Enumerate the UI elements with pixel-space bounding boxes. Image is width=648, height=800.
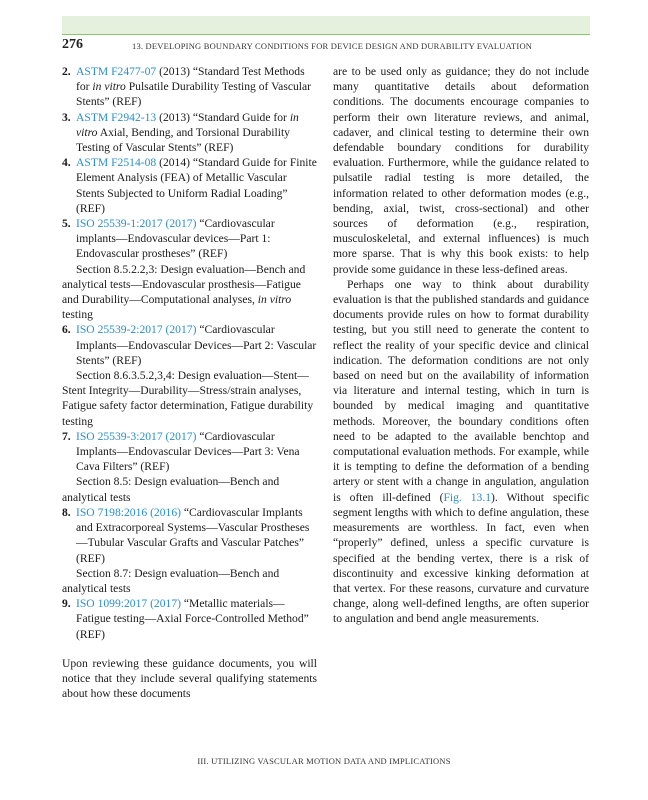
reference-text: “Cardiovascular implants—Endovascular devices—Part 1: Endovascular prostheses” (REF) [76, 217, 275, 261]
reference-link[interactable]: ISO 1099:2017 (2017) [76, 597, 181, 611]
body-text: Perhaps one way to think about durability evaluation is that the published standards and guidance documents provide rules on how to format durability testing, but you still need to generate the content to reflect the reality of your specific device and clinical indication. The deformation conditions are not only based on need but on the availability of information via literature and internal testing, which in turn is bounded by medical imaging and quantitative methods. Moreover, the boundary conditions often need to be adapted to the available benchtop and computational evaluation methods. For example, while it is tempting to define the deformation of a bending artery or stent with a change in angulation, angulation is often ill-defined ( [333, 277, 589, 504]
reference-link[interactable]: ISO 25539-3:2017 (2017) [76, 429, 197, 443]
right-column [333, 64, 589, 627]
reference-italic: in vitro [92, 80, 126, 94]
reference-link[interactable]: ISO 25539-2:2017 (2017) [76, 323, 197, 337]
reference-number: 9. [62, 597, 71, 611]
running-title: 13. DEVELOPING BOUNDARY CONDITIONS FOR DEVICE DESIGN AND DURABILITY EVALUATION [132, 41, 533, 51]
left-column [62, 64, 317, 701]
reference-item [62, 110, 317, 156]
header-band [62, 16, 590, 35]
spacer [62, 642, 317, 656]
section-note: Section 8.7: Design evaluation—Bench and analytical tests [62, 566, 280, 595]
reference-item [62, 429, 317, 475]
section-note: Section 8.5: Design evaluation—Bench and analytical tests [62, 475, 280, 504]
reference-item [62, 322, 317, 368]
reference-item [62, 596, 317, 642]
section-italic: in vitro [257, 293, 292, 307]
reference-item [62, 505, 317, 566]
reference-text: Axial, Bending, and Torsional Durability Testing of Vascular Stents” (REF) [76, 125, 290, 155]
reference-text: “Cardiovascular Implants—Endovascular Devices—Part 2: Vascular Stents” (REF) [76, 323, 317, 367]
reference-number: 6. [62, 323, 71, 337]
body-text: ). Without specific segment lengths with which to define angulation, these measurements are worthless. In fact, even when “properly” defined, unless a specific curvature is specified at the bending vertex, there is a risk of discontinuity and excessive kinking deformation at that vertex. For these reasons, curvature and curvature change, along well-defined lengths, are often superior to angulation and bend angle measurements. [333, 490, 589, 626]
part-footer: III. UTILIZING VASCULAR MOTION DATA AND IMPLICATIONS [197, 756, 451, 766]
reference-text: (2014) “Standard Guide for Finite Element Analysis (FEA) of Metallic Vascular Stents Subjected to Uniform Radial Loading” (REF) [76, 156, 317, 215]
reference-number: 4. [62, 156, 71, 170]
reference-link[interactable]: ISO 25539-1:2017 (2017) [76, 217, 197, 231]
reference-link[interactable]: ISO 7198:2016 (2016) [76, 505, 181, 519]
reference-item [62, 155, 317, 216]
reference-text: “Cardiovascular Implants—Endovascular Devices—Part 3: Vena Cava Filters” (REF) [76, 429, 300, 474]
section-text: testing [62, 308, 93, 322]
reference-number: 3. [62, 110, 71, 124]
section-text: Section 8.5.2.2,3: Design evaluation—Bench and analytical tests—Endovascular prosthesis—Fatigue and Durability—Computational analyses, [62, 262, 306, 307]
reference-number: 2. [62, 65, 71, 78]
reference-text: “Metallic materials—Fatigue testing—Axial Force-Controlled Method” (REF) [76, 597, 309, 641]
reference-link[interactable]: ASTM F2942-13 [76, 110, 157, 124]
reference-text: “Cardiovascular Implants and Extracorporeal Systems—Vascular Prostheses—Tubular Vascular Grafts and Vascular Patches” (REF) [76, 505, 310, 565]
reference-text: Pulsatile Durability Testing of Vascular Stents” (REF) [76, 80, 312, 109]
page-number: 276 [62, 37, 83, 52]
body-paragraph: are to be used only as guidance; they do not include many quantitative details about deformation conditions. The documents encourage companies to perform their own literature reviews, and animal, cadaver, and clinical testing to determine their own defendable boundary conditions for durability evaluation. Furthermore, while the guidance related to pulsatile radial testing is more detailed, the information related to other deformation modes (e.g., bending, axial, twist, cross-sectional) and other sources of deformation (e.g., respiration, musculoskeletal, and external influences) is much more sparse. That is why this book exists: to help provide some guidance in these less-defined areas. [333, 65, 589, 276]
reference-link[interactable]: ASTM F2514-08 [76, 156, 157, 170]
body-paragraph [333, 277, 589, 627]
reference-link[interactable]: ASTM F2477-07 [76, 65, 157, 78]
reference-number: 5. [62, 217, 71, 231]
reference-item [62, 216, 317, 262]
reference-italic: in vitro [76, 110, 299, 139]
reference-number: 7. [62, 429, 71, 443]
section-note: Section 8.6.3.5.2,3,4: Design evaluation—Stent—Stent Integrity—Durability—Stress/strain analyses, Fatigue safety factor determination, Fatigue durability testing [62, 369, 314, 428]
reference-text: (2013) “Standard Test Methods for [76, 65, 305, 94]
body-paragraph: Upon reviewing these guidance documents, you will notice that they include several qualifying statements about how these documents [62, 656, 317, 701]
reference-item [62, 64, 317, 110]
figure-link[interactable]: Fig. 13.1 [443, 490, 492, 504]
reference-text: (2013) “Standard Guide for [156, 110, 290, 124]
section-note [62, 262, 317, 323]
reference-number: 8. [62, 505, 71, 519]
